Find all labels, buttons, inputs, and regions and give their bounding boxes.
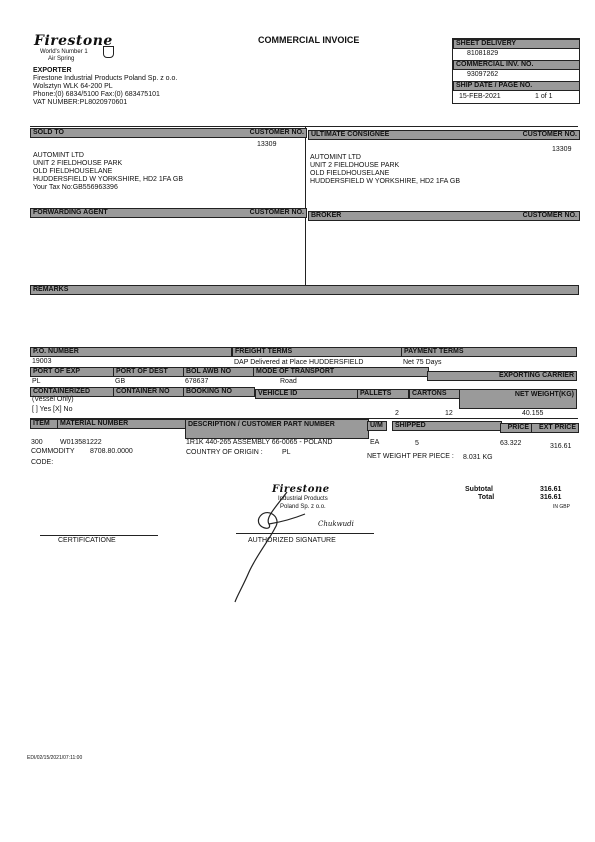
origin-value: PL: [282, 449, 291, 456]
payment-terms-label: PAYMENT TERMS: [401, 347, 577, 357]
line-items-table: [30, 419, 578, 479]
footer-code: EDI/02/15/2021/07:11:00: [27, 755, 83, 761]
col-description: DESCRIPTION / CUSTOMER PART NUMBER: [185, 419, 369, 439]
ultimate-address: [310, 154, 460, 186]
sold-to-customer-label: CUSTOMER NO.: [249, 129, 304, 136]
mode-of-transport: Road: [280, 378, 297, 385]
total-label: Total: [478, 494, 495, 501]
invoice-number: 93097262: [467, 71, 499, 78]
item-um: EA: [370, 439, 380, 446]
net-weight-value: 40.155: [522, 410, 544, 417]
broker-label: BROKER: [311, 212, 342, 219]
mode-of-transport-label: MODE OF TRANSPORT: [253, 367, 429, 377]
port-of-export-label: PORT OF EXP: [30, 367, 114, 377]
currency: IN GBP: [553, 504, 570, 510]
port-of-export: PL: [32, 378, 41, 385]
order-info-grid: [30, 347, 578, 417]
pallets-value: 2: [395, 410, 399, 417]
bol-label: BOL AWB NO: [183, 367, 255, 377]
forwarding-customer-label: CUSTOMER NO.: [249, 209, 304, 216]
address-line: UNIT 2 FIELDHOUSE PARK: [310, 162, 400, 169]
po-number: 19003: [32, 358, 52, 365]
broker-header: [308, 211, 580, 221]
exporter-block: [33, 67, 177, 107]
sold-to-address: [33, 152, 183, 192]
ship-date-label: SHIP DATE: [456, 82, 493, 89]
logo-brand: Firestone: [34, 33, 113, 49]
subtotal-value: 316.61: [540, 486, 562, 493]
pallets-label: PALLETS: [357, 389, 409, 399]
commodity-value: 8708.80.0000: [90, 448, 133, 455]
ultimate-consignee-header: [308, 130, 580, 140]
net-weight-label: NET WEIGHT(KG): [459, 389, 577, 409]
port-of-dest: GB: [115, 378, 126, 385]
ultimate-consignee-label: ULTIMATE CONSIGNEE: [311, 131, 390, 138]
forwarding-agent-header: [30, 208, 307, 218]
sold-to-label: SOLD TO: [33, 129, 64, 136]
page-title: COMMERCIAL INVOICE: [258, 35, 360, 45]
col-price: PRICE: [500, 423, 532, 433]
ultimate-customer-label: CUSTOMER NO.: [522, 131, 577, 138]
signer-name: Chukwudi: [318, 520, 354, 528]
stamp-line: Poland Sp. z o.o.: [280, 504, 326, 510]
remarks-header: [30, 285, 579, 295]
ship-date: 15-FEB-2021: [459, 93, 501, 100]
logo-tagline-2: Air Spring: [48, 56, 75, 62]
containerized-label: CONTAINERIZED: [30, 387, 114, 397]
address-line: HUDDERSFIELD W YORKSHIRE, HD2 1FA GB: [33, 176, 184, 183]
stamp-line: Industrial Products: [278, 496, 328, 502]
broker-customer-label: CUSTOMER NO.: [522, 212, 577, 219]
page-label: PAGE NO.: [498, 82, 533, 89]
freight-terms: DAP Delivered at Place HUDDERSFIELD: [234, 359, 364, 366]
forwarding-agent-label: FORWARDING AGENT: [33, 209, 108, 216]
freight-terms-label: FREIGHT TERMS: [232, 347, 403, 357]
vessel-only-label: (Vessel Only): [32, 396, 74, 403]
exporter-line: Phone:(0) 6834/5100 Fax:(0) 683475101: [33, 91, 160, 98]
vehicle-id-label: VEHICLE ID: [255, 389, 359, 399]
address-line: AUTOMINT LTD: [33, 152, 84, 159]
address-line: AUTOMINT LTD: [310, 154, 361, 161]
net-weight-piece-value: 8.031 KG: [463, 454, 493, 461]
invoice-reference-box: [452, 38, 580, 104]
subtotal-label: Subtotal: [465, 486, 493, 493]
cartons-value: 12: [445, 410, 453, 417]
exporter-label: EXPORTER: [33, 67, 72, 74]
total-value: 316.61: [540, 494, 562, 501]
address-line: UNIT 2 FIELDHOUSE PARK: [33, 160, 123, 167]
item-description: 1R1K 440-265 ASSEMBLY 66-0065 - POLAND: [186, 439, 333, 446]
port-of-dest-label: PORT OF DEST: [113, 367, 185, 377]
po-number-label: P.O. NUMBER: [30, 347, 232, 357]
containerized-yes-no: [ ] Yes [X] No: [32, 406, 73, 413]
material-number: W013581222: [60, 439, 102, 446]
booking-no-label: BOOKING NO: [183, 387, 255, 397]
authorized-signature-label: AUTHORIZED SIGNATURE: [248, 537, 336, 544]
exporting-carrier-label: EXPORTING CARRIER: [427, 371, 577, 381]
item-ext-price: 316.61: [550, 443, 572, 450]
col-um: U/M: [367, 421, 387, 431]
container-no-label: CONTAINER NO: [113, 387, 185, 397]
net-weight-piece-label: NET WEIGHT PER PIECE :: [367, 453, 454, 460]
logo-emblem-icon: [103, 46, 114, 58]
bol-number: 678637: [185, 378, 209, 385]
col-material: MATERIAL NUMBER: [57, 419, 187, 429]
page-number: 1 of 1: [535, 93, 553, 100]
payment-terms: Net 75 Days: [403, 359, 442, 366]
remarks-label: REMARKS: [33, 286, 69, 293]
delivery-number: 81081829: [467, 50, 499, 57]
invoice-number-label: COMMERCIAL INV. NO.: [453, 60, 580, 70]
exporter-line: Firestone Industrial Products Poland Sp. z o.o.: [33, 75, 178, 82]
exporter-line: VAT NUMBER:PL8020970601: [33, 99, 128, 106]
handwritten-signature: [225, 488, 345, 608]
sold-to-header: [30, 128, 307, 138]
cartons-label: CARTONS: [409, 389, 461, 399]
item-price: 63.322: [500, 440, 522, 447]
address-line: OLD FIELDHOUSELANE: [33, 168, 113, 175]
exporter-line: Wolsztyn WLK 64-200 PL: [33, 83, 113, 90]
address-line: OLD FIELDHOUSELANE: [310, 170, 390, 177]
col-ext-price: EXT PRICE: [531, 423, 579, 433]
date-page-label: SHIP DATE / PAGE NO.: [453, 81, 580, 91]
address-line: HUDDERSFIELD W YORKSHIRE, HD2 1FA GB: [310, 178, 461, 185]
logo-tagline-1: World's Number 1: [40, 49, 88, 55]
certification-label: CERTIFICATIONE: [58, 537, 116, 544]
item-shipped: 5: [415, 440, 419, 447]
ultimate-customer-number: 13309: [552, 146, 572, 153]
commodity-label: COMMODITY: [31, 448, 75, 455]
origin-label: COUNTRY OF ORIGIN :: [186, 449, 263, 456]
stamp-brand: Firestone: [272, 484, 330, 495]
col-shipped: SHIPPED: [392, 421, 502, 431]
address-line: Your Tax No:GB556963396: [33, 184, 118, 191]
sold-to-customer-number: 13309: [257, 141, 277, 148]
item-number: 300: [31, 439, 43, 446]
code-label: CODE:: [31, 459, 54, 466]
col-item: ITEM: [30, 419, 58, 429]
delivery-label: SHEET DELIVERY: [453, 39, 580, 49]
